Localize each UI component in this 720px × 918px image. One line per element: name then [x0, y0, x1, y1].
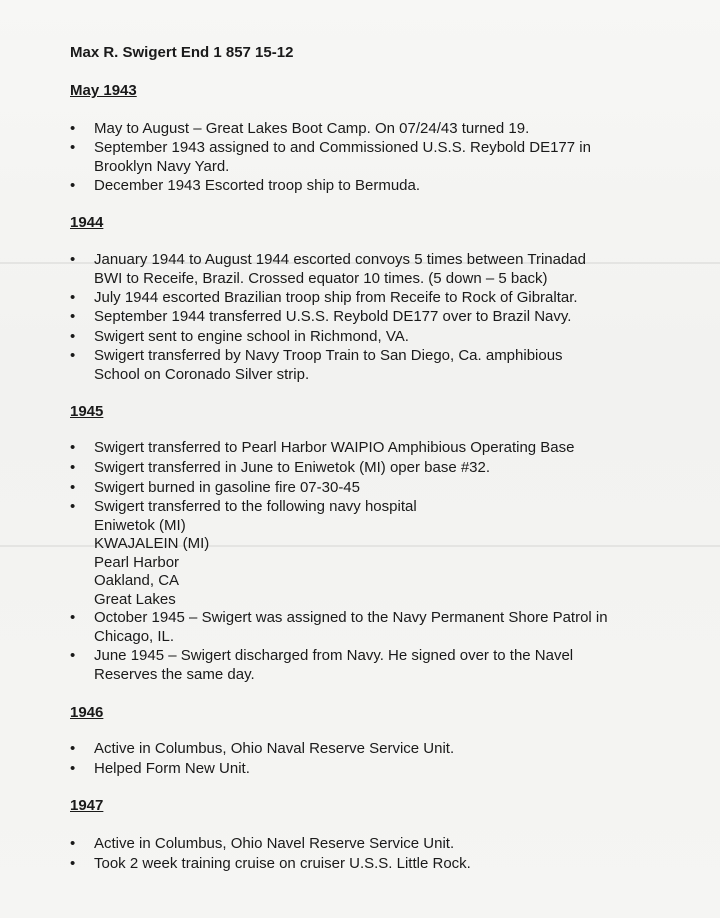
- text-line: Active in Columbus, Ohio Naval Reserve Service Unit.: [94, 740, 455, 757]
- list-item-text: [94, 760, 660, 779]
- text-line: May to August – Great Lakes Boot Camp. On 07/24/43 turned 19.: [94, 120, 530, 137]
- hospital-name: Eniwetok (MI): [94, 516, 186, 534]
- hospital-name: KWAJALEIN (MI): [94, 535, 210, 552]
- list-item-text: [94, 459, 660, 478]
- text-line: School on Coronado Silver strip.: [94, 365, 310, 383]
- section-year-heading: 1947: [70, 797, 104, 814]
- bullet-icon: •: [70, 289, 76, 306]
- list-item-text: [94, 647, 660, 684]
- section-year-heading: May 1943: [70, 82, 137, 99]
- bullet-icon: •: [70, 177, 76, 194]
- text-line: Swigert transferred by Navy Troop Train to San Diego, Ca. amphibious: [94, 347, 563, 364]
- list-item-text: [94, 740, 660, 759]
- section-year-heading: 1945: [70, 403, 104, 420]
- list-item-text: [94, 855, 660, 874]
- text-line: Helped Form New Unit.: [94, 760, 250, 777]
- text-line: Active in Columbus, Ohio Navel Reserve Service Unit.: [94, 835, 455, 852]
- bullet-icon: •: [70, 855, 76, 872]
- text-line: September 1944 transferred U.S.S. Reybold DE177 over to Brazil Navy.: [94, 308, 572, 325]
- text-line: Reserves the same day.: [94, 665, 255, 683]
- bullet-icon: •: [70, 459, 76, 476]
- bullet-icon: •: [70, 835, 76, 852]
- bullet-icon: •: [70, 139, 76, 156]
- bullet-icon: •: [70, 251, 76, 268]
- list-item-text: [94, 120, 660, 139]
- list-item-text: [94, 328, 660, 347]
- bullet-icon: •: [70, 328, 76, 345]
- text-line: BWI to Receife, Brazil. Crossed equator 10 times. (5 down – 5 back): [94, 269, 548, 287]
- text-line: Swigert transferred to Pearl Harbor WAIPIO Amphibious Operating Base: [94, 439, 575, 456]
- hospital-name: Great Lakes: [94, 590, 176, 608]
- list-item-text: [94, 439, 660, 458]
- list-item-text: [94, 139, 660, 176]
- bullet-icon: •: [70, 498, 76, 515]
- hospital-name: Oakland, CA: [94, 572, 180, 589]
- bullet-icon: •: [70, 439, 76, 456]
- section-year-heading: 1946: [70, 704, 104, 721]
- text-line: June 1945 – Swigert discharged from Navy. He signed over to the Navel: [94, 647, 574, 664]
- bullet-icon: •: [70, 479, 76, 496]
- text-line: Brooklyn Navy Yard.: [94, 157, 230, 175]
- text-line: July 1944 escorted Brazilian troop ship from Receife to Rock of Gibraltar.: [94, 289, 578, 306]
- list-item-text: [94, 308, 660, 327]
- list-item-text: [94, 347, 660, 384]
- list-item-text: [94, 289, 660, 308]
- bullet-icon: •: [70, 740, 76, 757]
- text-line: Swigert transferred to the following navy hospital: [94, 498, 417, 515]
- list-item-text: [94, 835, 660, 854]
- hospital-name: Pearl Harbor: [94, 553, 180, 571]
- text-line: Took 2 week training cruise on cruiser U.S.S. Little Rock.: [94, 855, 471, 872]
- bullet-icon: •: [70, 647, 76, 664]
- text-line: October 1945 – Swigert was assigned to the Navy Permanent Shore Patrol in: [94, 609, 608, 626]
- text-line: January 1944 to August 1944 escorted convoys 5 times between Trinadad: [94, 251, 586, 268]
- text-line: Swigert transferred in June to Eniwetok (MI) oper base #32.: [94, 459, 491, 476]
- bullet-icon: •: [70, 120, 76, 137]
- bullet-icon: •: [70, 347, 76, 364]
- list-item-text: [94, 498, 660, 609]
- text-line: September 1943 assigned to and Commissioned U.S.S. Reybold DE177 in: [94, 139, 591, 156]
- text-line: Swigert burned in gasoline fire 07-30-45: [94, 479, 360, 496]
- bullet-icon: •: [70, 308, 76, 325]
- text-line: December 1943 Escorted troop ship to Bermuda.: [94, 177, 421, 194]
- text-line: Swigert sent to engine school in Richmond, VA.: [94, 328, 409, 345]
- list-item-text: [94, 251, 660, 288]
- document-header: Max R. Swigert End 1 857 15-12: [70, 44, 294, 61]
- list-item-text: [94, 609, 660, 646]
- bullet-icon: •: [70, 760, 76, 777]
- list-item-text: [94, 479, 660, 498]
- list-item-text: [94, 177, 660, 196]
- text-line: Chicago, IL.: [94, 627, 175, 645]
- section-year-heading: 1944: [70, 214, 104, 231]
- bullet-icon: •: [70, 609, 76, 626]
